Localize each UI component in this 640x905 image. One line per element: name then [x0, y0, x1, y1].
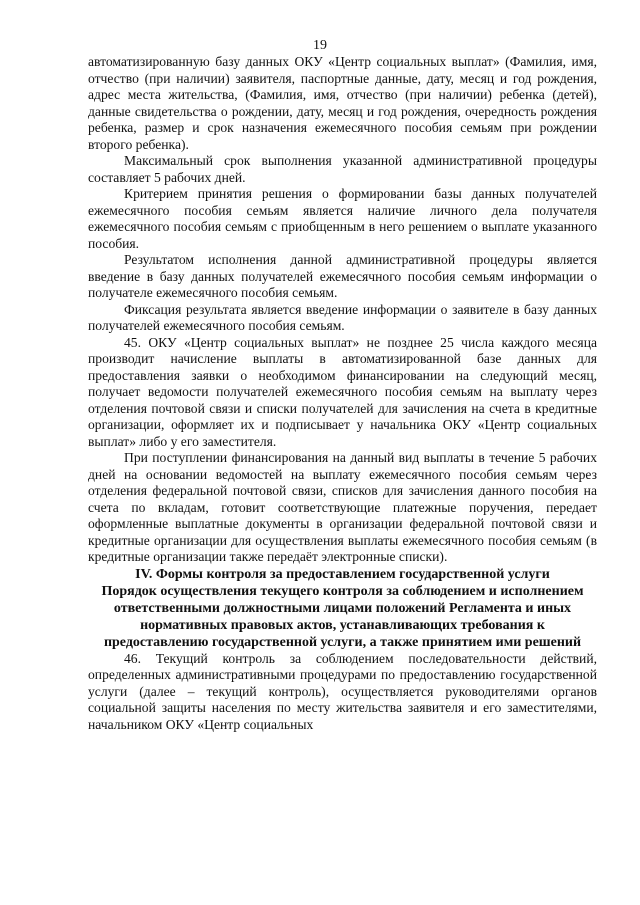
paragraph-1: автоматизированную базу данных ОКУ «Центр социальных выплат» (Фамилия, имя, отчество (при наличии) заявителя, паспортные данные, дату, месяц и год рождения, адрес места жительства, (Фамилия, имя, отчество (при наличии) ребенка (детей), данные свидетельства о рождении, дату, месяц и год рождения, очередность рождения ребенка, размер и срок назначения ежемесячного пособия семьям при рождении второго ребенка).: [88, 54, 597, 152]
paragraph-4: Результатом исполнения данной административной процедуры является введение в базу данных получателей ежемесячного пособия семьям информации о получателе ежемесячного пособия семьям.: [88, 252, 597, 300]
paragraph-5: Фиксация результата является введение информации о заявителе в базу данных получателей ежемесячного пособия семьям.: [88, 301, 597, 333]
page-number: 19: [313, 38, 327, 53]
section-title: IV. Формы контроля за предоставлением государственной услуги: [135, 566, 550, 582]
paragraph-8: 46. Текущий контроль за соблюдением последовательности действий, определенных административными процедурами по предоставлению государственной услуги (далее – текущий контроль), осуществляется руководителями органов социальной защиты населения по месту жительства заявителя и его заместителями, начальником ОКУ «Центр социальных: [88, 650, 597, 732]
subsection-title: Порядок осуществления текущего контроля за соблюдением и исполнением ответственными должностными лицами положений Регламента и иных нормативных правовых актов, устанавливающих требования к предоставлению государственной услуги, а также принятием ими решений: [101, 583, 584, 650]
document-body: [88, 54, 597, 733]
paragraph-2: Максимальный срок выполнения указанной административной процедуры составляет 5 рабочих дней.: [88, 153, 597, 185]
paragraph-6: 45. ОКУ «Центр социальных выплат» не позднее 25 числа каждого месяца производит начисление выплаты в автоматизированной базе данных для предоставления заявки о необходимом финансировании на следующий месяц, получает ведомости получателей ежемесячного пособия семьям на выплату через отделения почтовой связи и списки получателей для зачисления на счета в кредитные организации, оформляет их и подписывает у начальника ОКУ «Центр социальных выплат» либо у его заместителя.: [88, 334, 597, 449]
paragraph-7: При поступлении финансирования на данный вид выплаты в течение 5 рабочих дней на основании ведомостей на выплату ежемесячного пособия семьям через отделения федеральной почтовой связи, списков для зачисления данного пособия на счета по вкладам, готовит соответствующие платежные поручения, передает оформленные выплатные документы в организации федеральной почтовой связи и кредитные организации для осуществления выплаты ежемесячного пособия семьям (в кредитные организации также передаёт электронные списки).: [88, 450, 597, 564]
paragraph-3: Критерием принятия решения о формировании базы данных получателей ежемесячного пособия семьям является наличие личного дела получателя ежемесячного пособия семьям с приобщенным в него решением о выплате указанного пособия.: [88, 186, 597, 251]
